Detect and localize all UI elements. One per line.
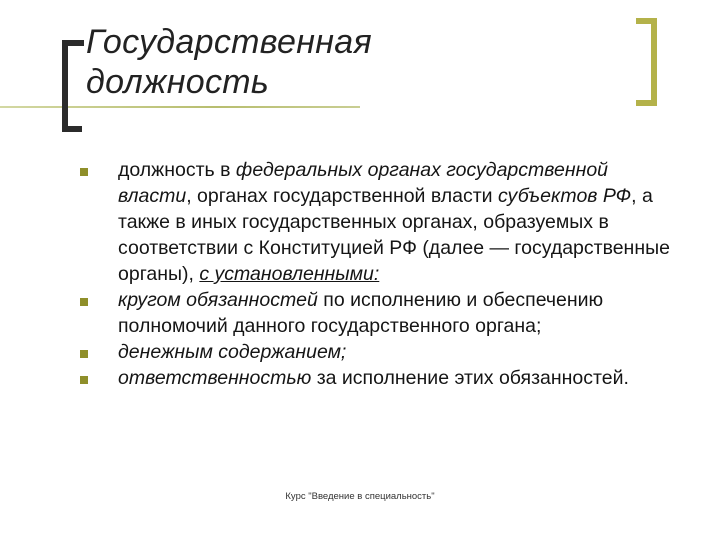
list-item-text: по исполнению и обеспечению полномочий данного государственного органа; — [118, 289, 604, 337]
square-bullet-icon — [80, 376, 88, 384]
right-bracket-bottom — [636, 100, 657, 106]
bullet-list — [80, 157, 680, 391]
slide-title — [86, 22, 372, 102]
list-item-text: ответственностью — [118, 367, 312, 389]
square-bullet-icon — [80, 168, 88, 176]
title-rule — [0, 106, 360, 108]
footer-course-label: Курс "Введение в специальность" — [285, 491, 435, 502]
list-item-text: , органах государственной власти — [186, 185, 498, 207]
left-bracket-top — [62, 40, 84, 46]
title-line-1: Государственная — [86, 23, 372, 61]
list-item-text: должность в — [118, 159, 236, 181]
list-item — [80, 365, 680, 391]
list-item — [80, 339, 680, 365]
left-bracket — [62, 40, 68, 132]
list-item-text: с установленными: — [199, 263, 380, 285]
square-bullet-icon — [80, 298, 88, 306]
list-item-text: за исполнение этих обязанностей. — [311, 367, 629, 389]
left-bracket-bottom — [62, 126, 82, 132]
list-item-text: денежным содержанием; — [118, 341, 347, 363]
right-bracket — [651, 18, 657, 106]
list-item-text: кругом обязанностей — [118, 289, 318, 311]
list-item-text: федеральных органах государственной власти — [118, 159, 609, 207]
list-item-text: субъектов РФ — [498, 185, 632, 207]
square-bullet-icon — [80, 350, 88, 358]
list-item — [80, 287, 680, 339]
right-bracket-top — [636, 18, 657, 24]
list-item — [80, 157, 680, 287]
list-item-text: , а также в иных государственных органах, образуемых в соответствии с Конституцией РФ (далее — государственные органы), — [118, 185, 670, 285]
title-line-2: должность — [86, 63, 270, 101]
